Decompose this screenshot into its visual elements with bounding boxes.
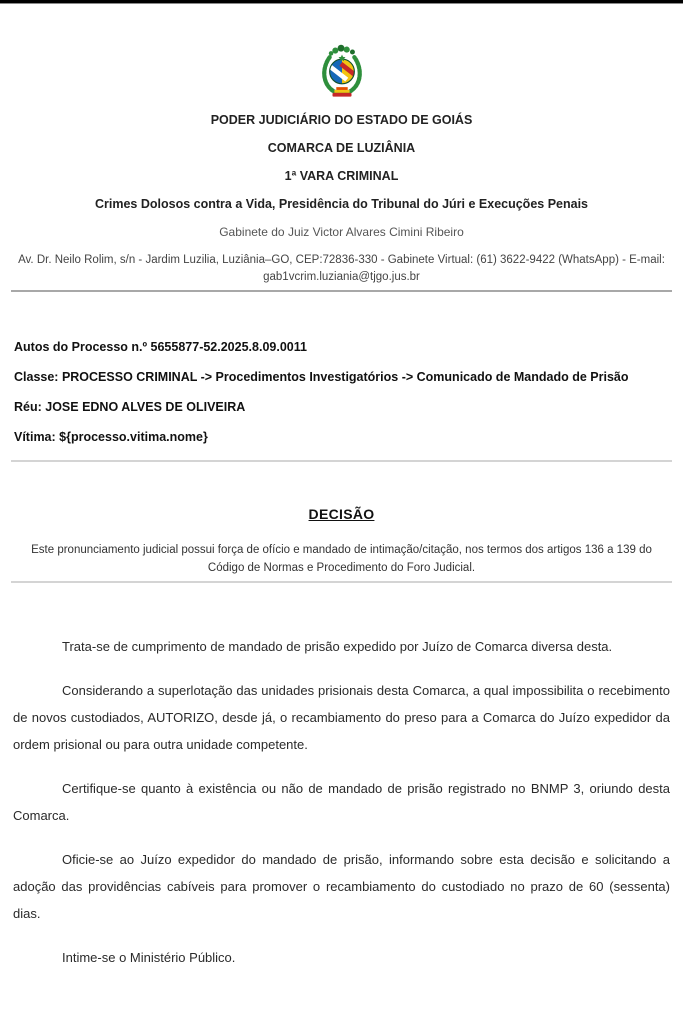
defendant-name: Réu: JOSE EDNO ALVES DE OLIVEIRA bbox=[14, 400, 246, 414]
court-name: PODER JUDICIÁRIO DO ESTADO DE GOIÁS bbox=[210, 113, 473, 127]
decision-notice: Este pronunciamento judicial possui força de ofício e mandado de intimação/citação, nos termos dos artigos 136 a 139 do Código de Normas e Procedimento do Foro Judicial. bbox=[31, 544, 652, 574]
comarca-name: COMARCA DE LUZIÂNIA bbox=[267, 141, 416, 155]
decision-paragraph: Intime-se o Ministério Público. bbox=[62, 950, 236, 965]
decision-paragraph: Trata-se de cumprimento de mandado de prisão expedido por Juízo de Comarca diversa desta. bbox=[62, 639, 613, 654]
case-info-divider bbox=[11, 460, 672, 462]
decision-paragraph: Certifique-se quanto à existência ou não de mandado de prisão registrado no BNMP 3, oriundo desta Comarca. bbox=[13, 781, 670, 823]
page-top-edge bbox=[0, 0, 683, 4]
decision-title: DECISÃO bbox=[308, 506, 375, 522]
decision-body bbox=[0, 633, 683, 971]
victim-name: Vítima: ${processo.vitima.nome} bbox=[14, 430, 208, 444]
court-address: Av. Dr. Neilo Rolim, s/n - Jardim Luzilia, Luziânia–GO, CEP:72836-330 - Gabinete Virtual: (61) 3622-9422 (WhatsApp) - E-mail: gab1vcrim.luziania@tjgo.jus.br bbox=[18, 254, 665, 283]
judge-office: Gabinete do Juiz Victor Alvares Cimini Ribeiro bbox=[219, 225, 464, 239]
header-divider bbox=[11, 290, 672, 292]
court-letterhead bbox=[0, 42, 683, 286]
decision-section bbox=[0, 506, 683, 577]
goias-coat-of-arms-emblem bbox=[319, 42, 365, 99]
decision-paragraph: Oficie-se ao Juízo expedidor do mandado de prisão, informando sobre esta decisão e solicitando a adoção das providências cabíveis para promover o recambiamento do custodiado no prazo de 60 (sessenta) dias. bbox=[13, 852, 670, 921]
vara-name: 1ª VARA CRIMINAL bbox=[284, 169, 399, 183]
case-number: Autos do Processo n.º 5655877-52.2025.8.09.0011 bbox=[14, 340, 307, 354]
decision-paragraph: Considerando a superlotação das unidades prisionais desta Comarca, a qual impossibilita o recebimento de novos custodiados, AUTORIZO, desde já, o recambiamento do preso para a Comarca do Juízo expedidor da ordem prisional ou para outra unidade competente. bbox=[13, 683, 670, 752]
case-info-section bbox=[14, 340, 669, 445]
case-class: Classe: PROCESSO CRIMINAL -> Procedimentos Investigatórios -> Comunicado de Mandado de Prisão bbox=[14, 370, 629, 384]
emblem-container bbox=[0, 42, 683, 99]
vara-competence: Crimes Dolosos contra a Vida, Presidência do Tribunal do Júri e Execuções Penais bbox=[95, 197, 588, 211]
notice-divider bbox=[11, 581, 672, 583]
